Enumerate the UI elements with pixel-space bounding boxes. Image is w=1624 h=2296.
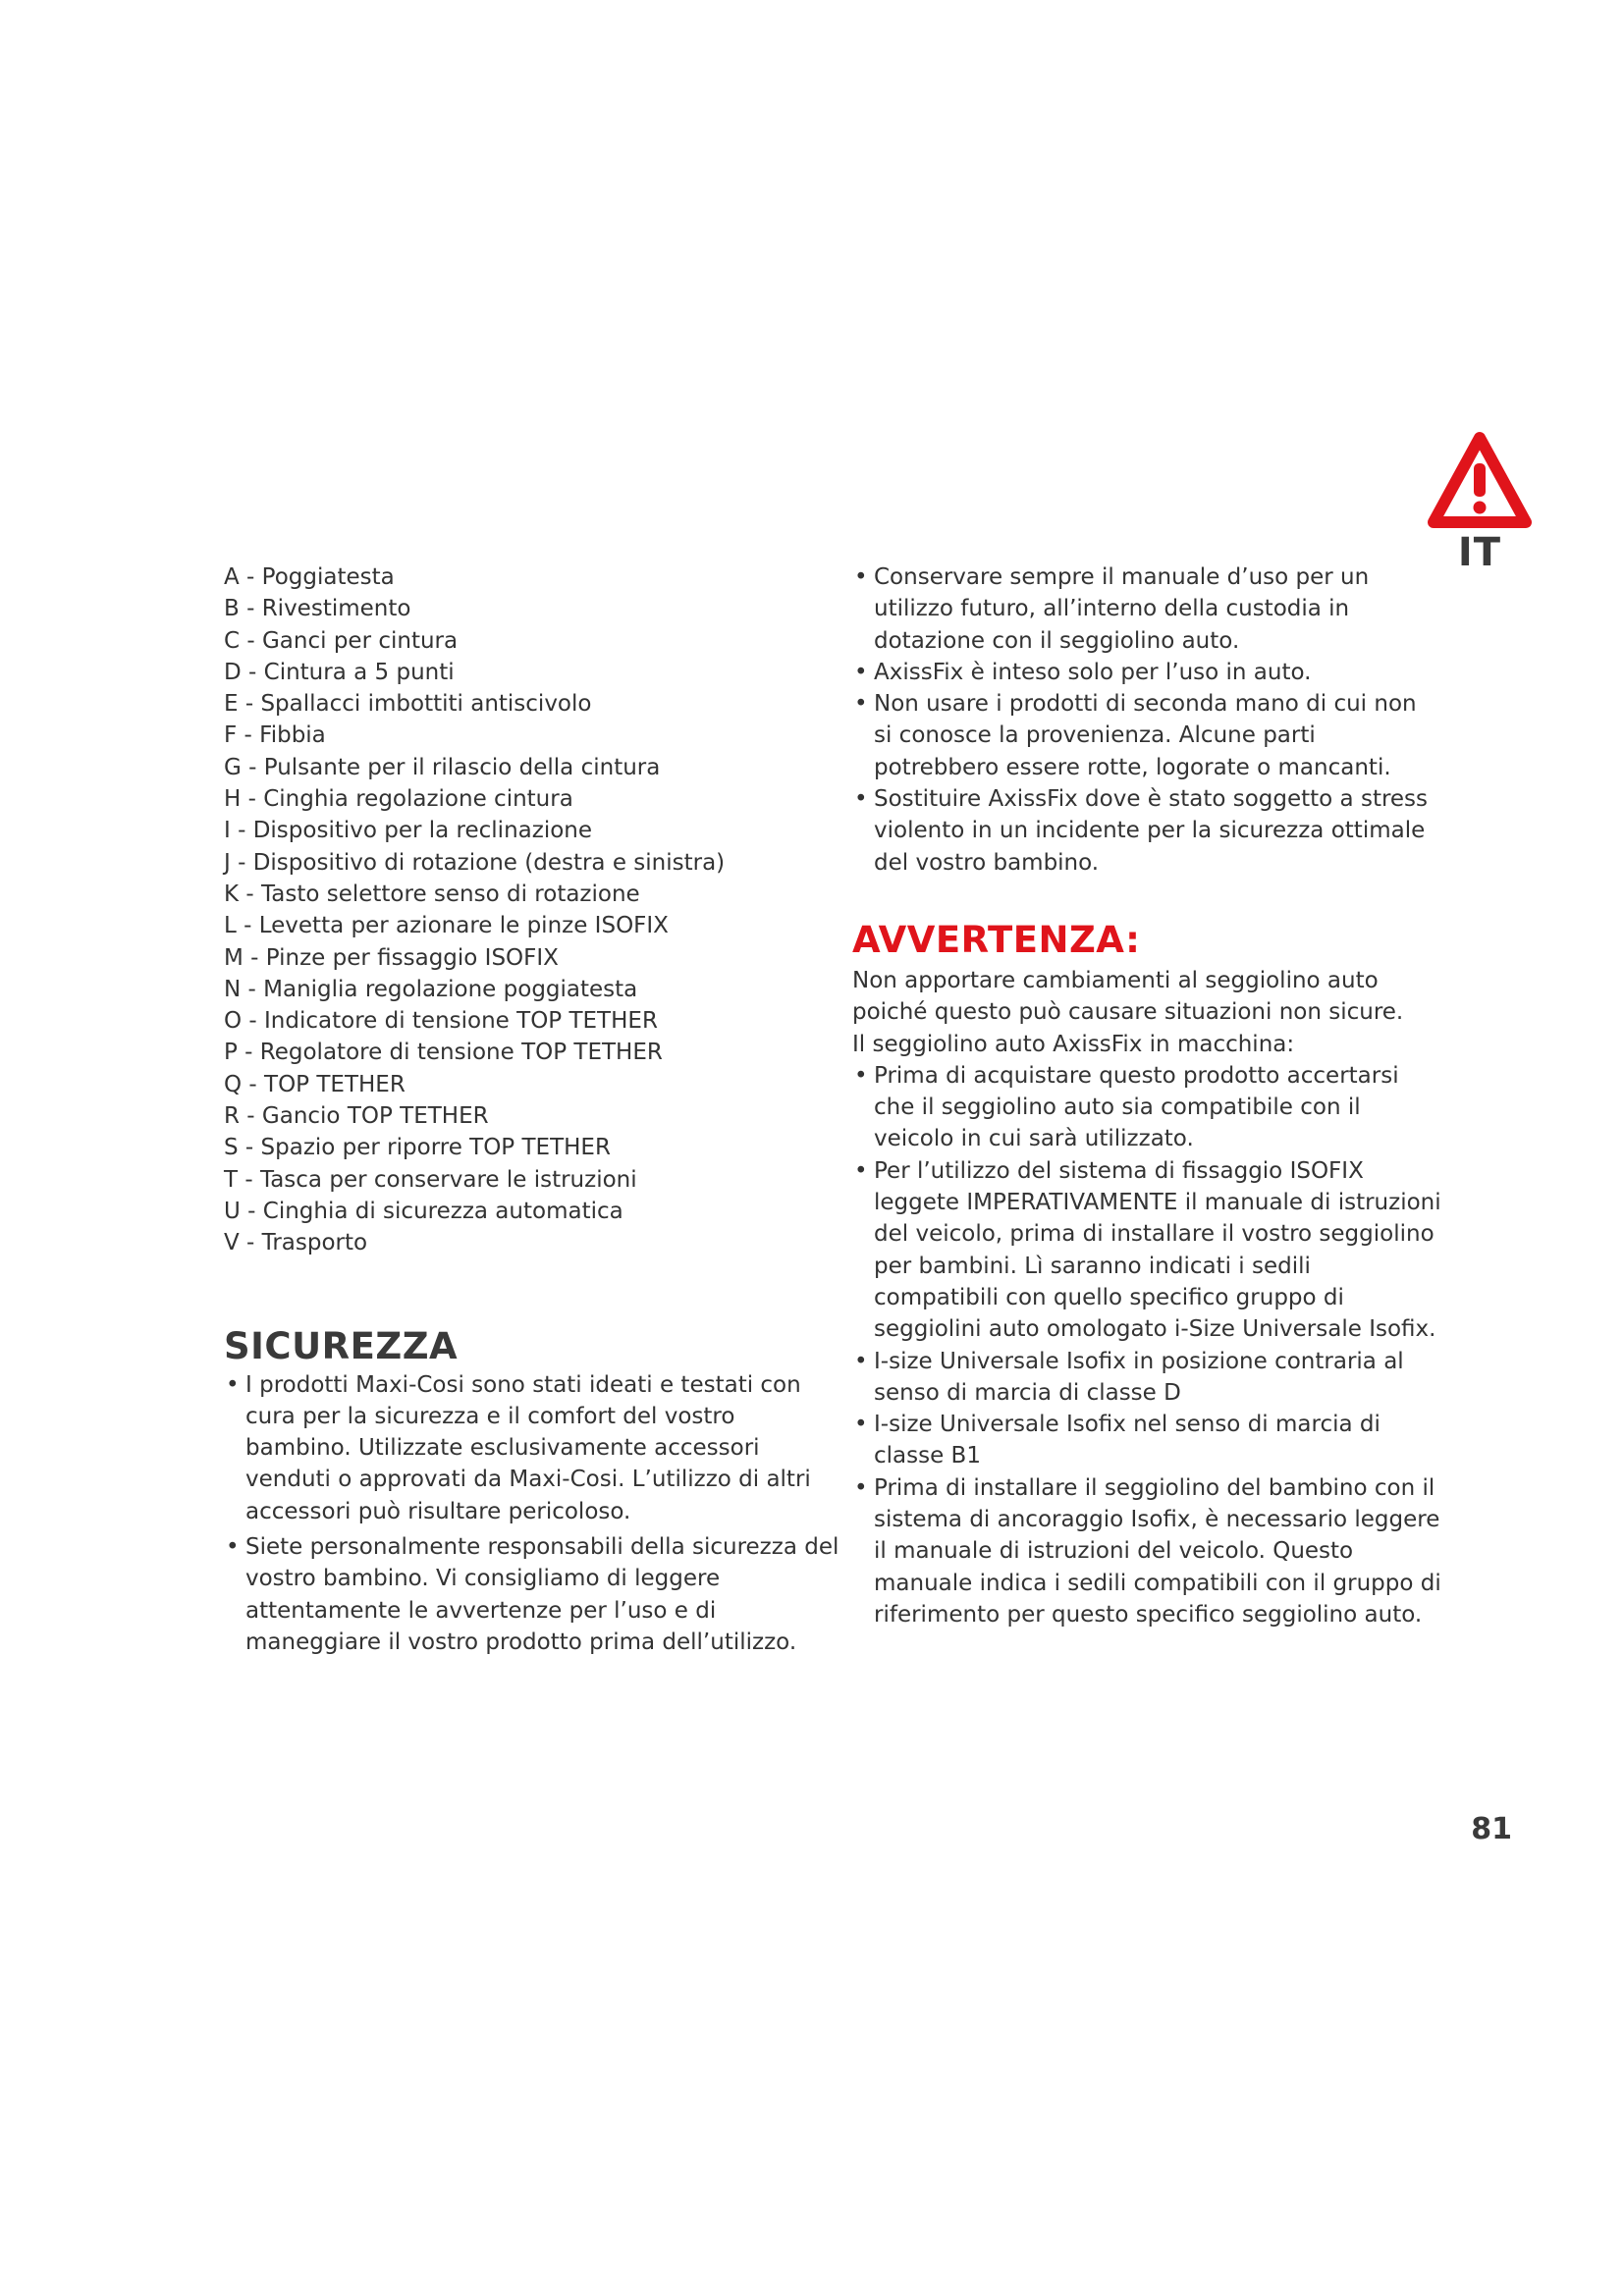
bullet-item: • I-size Universale Isofix nel senso di marcia di classe B1	[852, 1409, 1441, 1472]
avvertenza-bullets	[852, 1060, 1441, 1630]
bullet-item: • Prima di installare il seggiolino del bambino con il sistema di ancoraggio Isofix, è necessario leggere il manuale di istruzioni del veicolo. Questo manuale indica i sedili compatibili con il gruppo di riferimento per questo specifico seggiolino auto.	[852, 1472, 1441, 1630]
list-item: F - Fibbia	[224, 722, 326, 749]
list-item: S - Spazio per riporre TOP TETHER	[224, 1135, 611, 1161]
list-item: U - Cinghia di sicurezza automatica	[224, 1198, 623, 1224]
list-item: P - Regolatore di tensione TOP TETHER	[224, 1040, 663, 1066]
list-item: T - Tasca per conservare le istruzioni	[224, 1166, 637, 1193]
language-code: IT	[1457, 530, 1502, 575]
list-item: D - Cintura a 5 punti	[224, 659, 455, 685]
list-item: J - Dispositivo di rotazione (destra e sinistra)	[224, 849, 726, 876]
list-item: M - Pinze per fissaggio ISOFIX	[224, 944, 559, 971]
sicurezza-heading: SICUREZZA	[224, 1324, 459, 1367]
left-column	[224, 561, 842, 1662]
list-item: A - Poggiatesta	[224, 564, 395, 590]
list-item: E - Spallacci imbottiti antiscivolo	[224, 691, 592, 718]
list-item: O - Indicatore di tensione TOP TETHER	[224, 1008, 658, 1035]
bullet-item: • I prodotti Maxi-Cosi sono stati ideati e testati con cura per la sicurezza e il comfort del vostro bambino. Utilizzate esclusivamente accessori venduti o approvati da Maxi-Cosi. L’utilizzo di altri accessori può risultare pericoloso.	[224, 1369, 842, 1527]
list-item: R - Gancio TOP TETHER	[224, 1103, 489, 1130]
right-column	[852, 561, 1441, 1630]
general-bullets	[852, 561, 1441, 879]
list-item: G - Pulsante per il rilascio della cintura	[224, 754, 661, 780]
list-item: N - Maniglia regolazione poggiatesta	[224, 976, 638, 1002]
sicurezza-bullets	[224, 1369, 842, 1659]
bullet-item: • Conservare sempre il manuale d’uso per un utilizzo futuro, all’interno della custodia in dotazione con il seggiolino auto.	[852, 561, 1441, 657]
list-item: C - Ganci per cintura	[224, 627, 459, 654]
avvertenza-heading: AVVERTENZA:	[852, 918, 1141, 961]
list-item: K - Tasto selettore senso di rotazione	[224, 881, 640, 907]
bullet-item: • AxissFix è inteso solo per l’uso in auto.	[852, 657, 1441, 688]
bullet-item: • Siete personalmente responsabili della sicurezza del vostro bambino. Vi consigliamo di leggere attentamente le avvertenze per l’uso e di maneggiare il vostro prodotto prima dell’utilizzo.	[224, 1531, 842, 1658]
bullet-item: • Prima di acquistare questo prodotto accertarsi che il seggiolino auto sia compatibile con il veicolo in cui sarà utilizzato.	[852, 1060, 1441, 1155]
bullet-item: • Non usare i prodotti di seconda mano di cui non si conosce la provenienza. Alcune parti potrebbero essere rotte, logorate o mancanti.	[852, 688, 1441, 783]
list-item: Q - TOP TETHER	[224, 1071, 406, 1097]
page-number: 81	[1471, 1812, 1512, 1846]
parts-list	[224, 561, 842, 1259]
bullet-item: • I-size Universale Isofix in posizione contraria al senso di marcia di classe D	[852, 1346, 1441, 1410]
list-item: I - Dispositivo per la reclinazione	[224, 818, 593, 844]
list-item: B - Rivestimento	[224, 596, 411, 622]
list-item: V - Trasporto	[224, 1230, 368, 1256]
warning-triangle-icon	[1426, 430, 1534, 532]
avvertenza-subtitle: Il seggiolino auto AxissFix in macchina:	[852, 1031, 1295, 1057]
bullet-item: • Per l’utilizzo del sistema di fissaggio ISOFIX leggete IMPERATIVAMENTE il manuale di istruzioni del veicolo, prima di installare il vostro seggiolino per bambini. Lì saranno indicati i sedili compatibili con quello specifico gruppo di seggiolini auto omologato i-Size Universale Isofix.	[852, 1155, 1441, 1346]
list-item: L - Levetta per azionare le pinze ISOFIX	[224, 913, 669, 939]
avvertenza-intro: Non apportare cambiamenti al seggiolino auto poiché questo può causare situazioni non sicure.	[852, 967, 1404, 1026]
bullet-item: • Sostituire AxissFix dove è stato soggetto a stress violento in un incidente per la sicurezza ottimale del vostro bambino.	[852, 783, 1441, 879]
list-item: H - Cinghia regolazione cintura	[224, 786, 573, 813]
